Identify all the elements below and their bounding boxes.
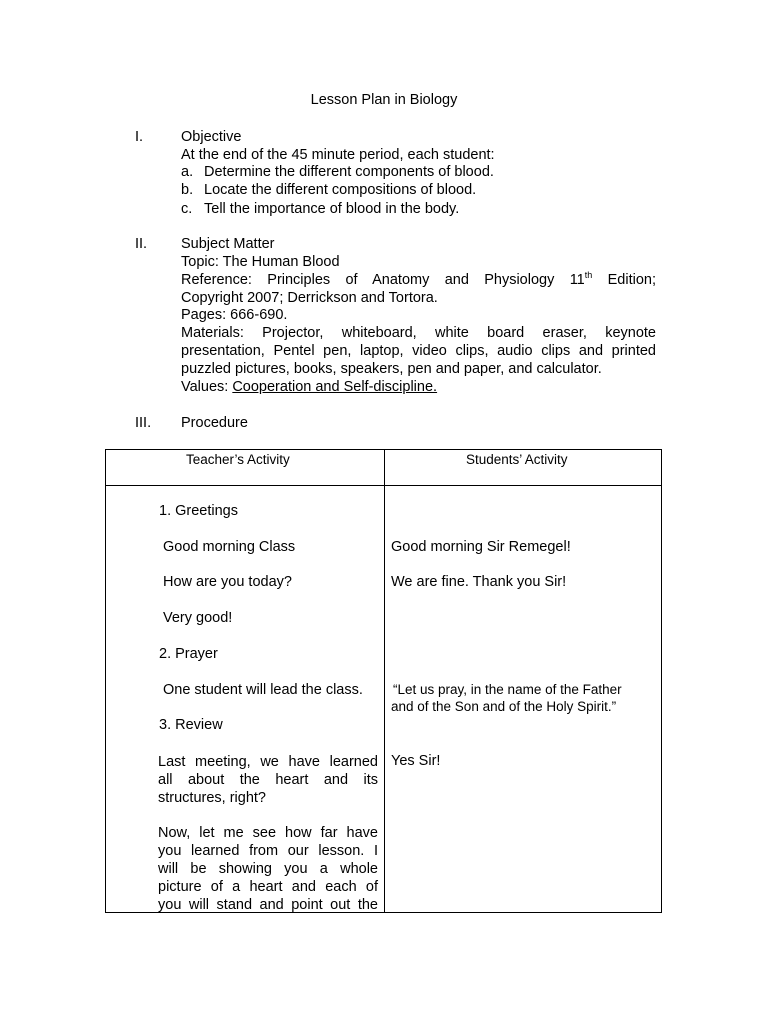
reference-line-2: Copyright 2007; Derrickson and Tortora. bbox=[181, 290, 438, 306]
subject-matter-heading: Subject Matter bbox=[181, 236, 275, 252]
procedure-number: III. bbox=[135, 415, 152, 431]
pages-line: Pages: 666-690. bbox=[181, 307, 288, 323]
materials-line-2: presentation, Pentel pen, laptop, video clips, audio clips and printed bbox=[181, 343, 656, 359]
reference-superscript: th bbox=[584, 270, 593, 280]
review-para1-line-2: all about the heart and its bbox=[158, 772, 378, 788]
review-para2-line-5: you will stand and point out the bbox=[158, 897, 378, 913]
greetings-heading: 1. Greetings bbox=[159, 503, 238, 519]
objective-intro: At the end of the 45 minute period, each student: bbox=[181, 147, 495, 163]
review-para2-line-3: will be showing you a whole bbox=[158, 861, 378, 877]
values-line bbox=[181, 379, 437, 395]
materials-line-1: Materials: Projector, whiteboard, white board eraser, keynote bbox=[181, 325, 656, 341]
students-activity-header: Students’ Activity bbox=[466, 452, 568, 467]
subject-matter-number: II. bbox=[135, 236, 148, 252]
teacher-activity-header: Teacher’s Activity bbox=[186, 452, 290, 467]
review-para1-line-3: structures, right? bbox=[158, 790, 266, 806]
objective-item-b: Locate the different compositions of blood. bbox=[204, 182, 477, 198]
objective-item-c: Tell the importance of blood in the body. bbox=[204, 201, 460, 217]
student-how-are-you-reply: We are fine. Thank you Sir! bbox=[391, 574, 567, 590]
objective-heading: Objective bbox=[181, 129, 242, 145]
teacher-review-paragraph-2 bbox=[158, 824, 378, 914]
student-good-morning: Good morning Sir Remegel! bbox=[391, 539, 571, 555]
objective-item-a-marker: a. bbox=[181, 164, 194, 180]
review-heading: 3. Review bbox=[159, 717, 223, 733]
reference-text: Reference: Principles of Anatomy and Physiology 11 bbox=[181, 272, 585, 288]
student-review-reply: Yes Sir! bbox=[391, 753, 441, 769]
procedure-heading: Procedure bbox=[181, 415, 248, 431]
reference-line bbox=[181, 272, 656, 288]
teacher-review-paragraph-1 bbox=[158, 753, 378, 807]
topic-line: Topic: The Human Blood bbox=[181, 254, 340, 270]
teacher-good-morning: Good morning Class bbox=[163, 539, 296, 555]
review-para2-line-2: you learned from our lesson. I bbox=[158, 843, 378, 859]
values-label: Values: bbox=[181, 379, 233, 395]
review-para1-line-1: Last meeting, we have learned bbox=[158, 754, 378, 770]
objective-item-b-marker: b. bbox=[181, 182, 194, 198]
objective-number: I. bbox=[135, 129, 144, 145]
teacher-how-are-you: How are you today? bbox=[163, 574, 292, 590]
page-title: Lesson Plan in Biology bbox=[310, 92, 458, 108]
teacher-prayer-lead: One student will lead the class. bbox=[163, 682, 363, 698]
objective-item-c-marker: c. bbox=[181, 201, 193, 217]
objective-item-a: Determine the different components of blood. bbox=[204, 164, 494, 180]
table-column-divider bbox=[384, 450, 385, 912]
teacher-very-good: Very good! bbox=[163, 610, 233, 626]
prayer-heading: 2. Prayer bbox=[159, 646, 218, 662]
student-prayer-line-1: “Let us pray, in the name of the Father bbox=[393, 682, 622, 697]
materials-line-3: puzzled pictures, books, speakers, pen and paper, and calculator. bbox=[181, 361, 602, 377]
reference-edition: Edition; bbox=[592, 272, 656, 288]
student-prayer-line-2: and of the Son and of the Holy Spirit.” bbox=[391, 699, 617, 714]
review-para2-line-4: picture of a heart and each of bbox=[158, 879, 378, 895]
review-para2-line-1: Now, let me see how far have bbox=[158, 825, 378, 841]
values-text: Cooperation and Self-discipline. bbox=[232, 379, 438, 395]
